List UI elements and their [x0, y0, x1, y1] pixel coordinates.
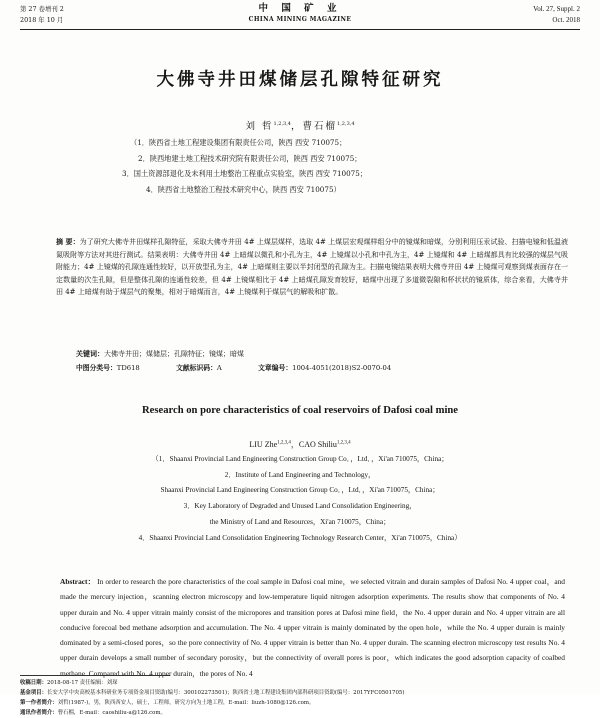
authors-zh — [0, 118, 600, 132]
footnote-first-author-label: 第一作者简介： — [20, 700, 58, 706]
affiliation-zh-2: 2．陕西地建土地工程技术研究院有限责任公司，陕西 西安 710075； — [138, 153, 362, 163]
running-header — [20, 3, 580, 30]
header-date-en: Oct. 2018 — [552, 16, 580, 24]
paper-title-en: Research on pore characteristics of coal reservoirs of Dafosi coal mine — [142, 405, 458, 416]
footnote-corresponding — [20, 708, 585, 718]
footnote-corresponding-text: 曹石榴，E-mail：caoshiliu-a@126.com。 — [57, 710, 166, 716]
affiliation-en-2: 2．Institute of Land Engineering and Technology， — [224, 470, 376, 479]
author-separator-zh: ， — [291, 121, 303, 132]
header-date-zh: 2018 年 10 月 — [20, 16, 64, 24]
author-2-zh: 曹石榴 — [302, 121, 338, 132]
footnote-funding — [20, 688, 585, 698]
footnote-received — [20, 678, 585, 688]
author-1-zh: 刘 哲 — [245, 121, 274, 132]
affiliation-zh-1: （1．陕西省土地工程建设集团有限责任公司，陕西 西安 710075； — [130, 138, 347, 147]
affiliation-zh-3: 3．国土资源部退化及未利用土地整治工程重点实验室，陕西 西安 710075； — [122, 169, 368, 179]
author-1-en: LIU Zhe — [249, 440, 278, 449]
author-2-en: CAO Shiliu — [298, 440, 337, 449]
doc-code: A — [216, 364, 222, 372]
affiliations-zh — [122, 135, 460, 197]
author-1-zh-affil: 1,2,3,4 — [273, 120, 291, 127]
keywords-zh — [76, 349, 244, 359]
header-volume-en: Vol. 27, Suppl. 2 — [533, 5, 580, 13]
abstract-zh-label: 摘 要： — [56, 237, 80, 246]
footnote-first-author — [20, 698, 585, 708]
footnote-rule — [20, 675, 170, 676]
abstract-en-label: Abstract： — [60, 577, 96, 586]
footnote-funding-text: 长安大学中央高校基本科研业务专项资金项目资助(编号：300102273501)；陕西省土地工程建设集团内部科研项目资助(编号：2017YFC0501705) — [46, 690, 405, 696]
affiliations-en — [0, 452, 600, 546]
footnote-first-author-text: 刘哲(1987-)，男，陕西西安人，硕士，工程师，研究方向为土地工程，E-mail：liuzh-1080@126.com。 — [57, 700, 315, 706]
affiliation-en-4: 4．Shaanxi Provincial Land Consolidation Engineering Technology Research Center，Xi'an 710075，China） — [138, 533, 462, 542]
footnote-received-label: 收稿日期： — [20, 680, 47, 686]
footnote-received-text: 2018-08-17 责任编辑：刘琛 — [46, 680, 118, 686]
abstract-en — [60, 574, 565, 678]
clc-number: TD618 — [116, 364, 140, 372]
keywords-zh-label: 关键词： — [76, 349, 104, 358]
footnote-corresponding-label: 通讯作者简介： — [20, 710, 58, 716]
classification-zh — [76, 362, 391, 372]
abstract-zh-text: 为了研究大佛寺井田煤样孔隙特征，采取大佛寺井田 4# 上煤层煤样，选取 4# 上煤层宏观煤样组分中的镜煤和暗煤，分别利用压汞试验、扫描电镜和低温液氮吸附等方法对其进行测试。结果表明：大佛寺井田 4# 上暗煤以微孔和小孔为主，4# 上镜煤以小孔和中孔为主，4# 上镜煤和 4# 上暗煤都具有比较强的煤层气吸附能力；4# 上镜煤的孔隙连通性较好，以开放型孔为主，4# 上暗煤则主要以半封闭型的孔隙为主。扫描电镜结果表明大佛寺井田 4# 上镜煤可观察到煤表面存在一定数量的次生孔隙，但是整体孔隙的连通性较差，但 4# 上镜煤相比于 4# 上暗煤孔隙发育较好，暗煤中出现了多道微裂隙和杯状状的镜质体，综合来看，大佛寺井田 4# 上暗煤有助于煤层气的聚集，相对于暗煤而言，4# 上镜煤利于煤层气的解吸和扩散。 — [56, 238, 569, 297]
header-journal — [20, 3, 580, 25]
abstract-zh — [56, 236, 568, 299]
affiliation-en-3-cont: the Ministry of Land and Resources，Xi'an 710075，China； — [209, 517, 391, 526]
author-separator-en: ， — [290, 440, 299, 449]
affiliation-en-1: （1．Shaanxi Provincial Land Engineering Construction Group Co．，Ltd．，Xi'an 710075，China； — [151, 455, 449, 463]
journal-name-zh: 中 国 矿 业 — [258, 3, 342, 14]
author-1-en-affil: 1,2,3,4 — [277, 440, 291, 446]
article-number: 1004-4051(2018)S2-0070-04 — [292, 364, 392, 372]
affiliation-en-3: 3．Key Laboratory of Degraded and Unused Land Consolidation Engineering， — [183, 502, 417, 511]
footnotes — [20, 678, 585, 718]
affiliation-en-2-cont: Shaanxi Provincial Land Engineering Construction Group Co．，Ltd．，Xi'an 710075，China； — [160, 486, 440, 495]
authors-en — [0, 439, 600, 450]
author-2-zh-affil: 1,2,3,4 — [337, 120, 355, 127]
abstract-en-text: In order to research the pore characteristics of the coal sample in Dafosi coal mine，we selected vitrain and durain samples of Dafosi No. 4 upper coal，and made the mercury injection，scanning electron microscopy and low-temperature liquid nitrogen adsorption experiments. The results show that components of No. 4 upper durain and No. 4 upper vitrain mainly consist of the micropores and transition pores at Dafosi mine field，the No. 4 upper durain and No. 4 upper vitrain are all conducive forecoal bed methane adsorption and accumulation. The No. 4 upper vitrain is mainly dominated by the open hole，while the No. 4 upper durain is mainly dominated by a semi-closed pores，so the pore connectivity of No. 4 upper vitrain is better than No. 4 upper durain. The scanning electron microscopy test results No. 4 upper durain develops a small number of secondary porosity，but the connectivity of overall pores is poor，which indicates the good adsorption capacity of coalbed methane. Compared with No. 4 upper durain，the pores of No. 4 — [60, 577, 565, 678]
affiliation-zh-4: 4．陕西省土地整治工程技术研究中心，陕西 西安 710075） — [146, 184, 341, 194]
doc-code-label: 文献标识码： — [176, 364, 217, 372]
footnote-funding-label: 基金项目： — [20, 690, 47, 696]
article-number-label: 文章编号： — [258, 364, 293, 372]
paper-title-zh: 大佛寺井田煤储层孔隙特征研究 — [156, 70, 444, 90]
author-2-en-affil: 1,2,3,4 — [336, 440, 351, 446]
header-volume-zh: 第 27 卷增刊 2 — [20, 5, 64, 13]
clc-label: 中图分类号： — [76, 364, 117, 372]
journal-name-en: CHINA MINING MAGAZINE — [248, 16, 352, 23]
keywords-zh-text: 大佛寺井田；煤储层；孔隙特征；镜煤；暗煤 — [104, 350, 244, 358]
header-right — [533, 4, 580, 26]
